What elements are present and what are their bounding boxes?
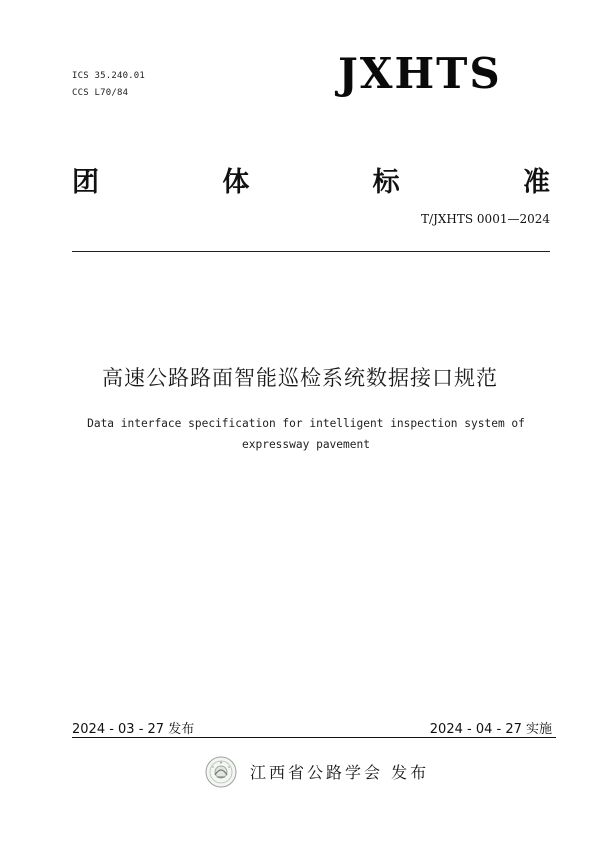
association-logo-text: JXHTS xyxy=(338,49,502,98)
document-title-english xyxy=(62,413,550,455)
ics-code: ICS 35.240.01 xyxy=(72,71,146,81)
standard-type-char: 团 xyxy=(72,167,99,198)
english-title-line: expressway pavement xyxy=(242,438,370,451)
standard-type-char: 体 xyxy=(222,167,250,198)
standard-type xyxy=(72,160,550,199)
english-title-line: Data interface specification for intelligent inspection system of xyxy=(87,417,525,430)
standard-number: T/JXHTS 0001—2024 xyxy=(421,212,550,226)
publisher-name: 江西省公路学会 发布 xyxy=(250,763,430,782)
standard-type-char: 准 xyxy=(522,167,550,198)
implementation-date: 2024 - 04 - 27 实施 xyxy=(429,722,552,737)
ccs-code: CCS L70/84 xyxy=(72,88,129,98)
society-emblem-icon xyxy=(205,756,237,788)
standard-type-char: 标 xyxy=(372,167,400,198)
issue-date: 2024 - 03 - 27 发布 xyxy=(72,722,195,737)
document-title-chinese: 高速公路路面智能巡检系统数据接口规范 xyxy=(102,366,498,390)
footer-divider xyxy=(72,737,556,738)
header-divider xyxy=(72,251,550,252)
